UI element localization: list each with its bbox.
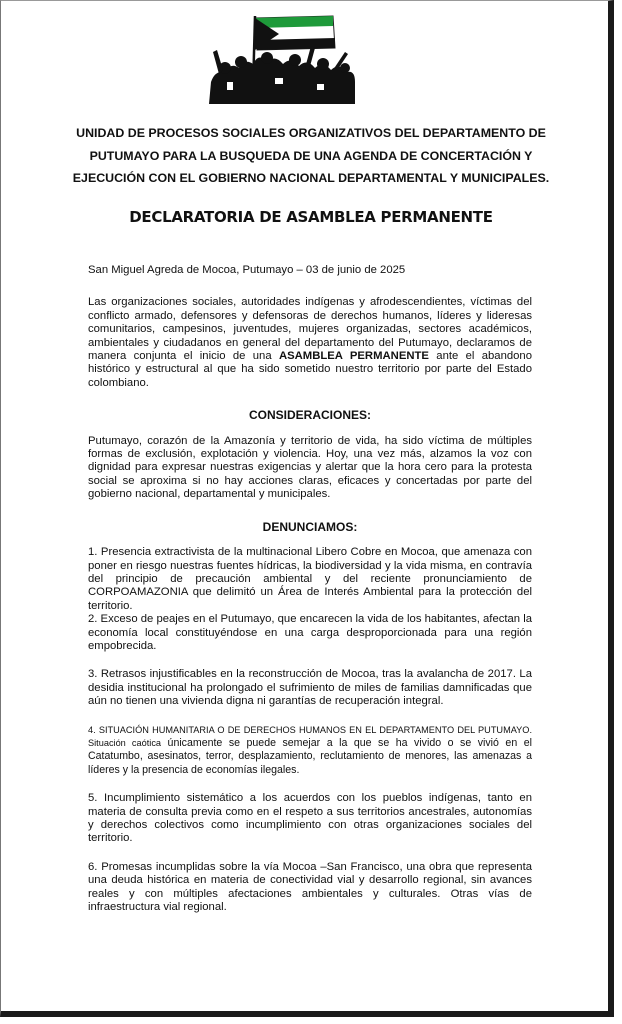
- complaint-item-3: 3. Retrasos injustificables en la reconstrucción de Mocoa, tras la avalancha de 2017. La desidia institucional ha prolongado el sufrimiento de miles de familias damnificadas que aún no tienen una vivienda digna ni garantías de recuperación integral.: [88, 668, 532, 708]
- complaint-item-1: 1. Presencia extractivista de la multinacional Libero Cobre en Mocoa, que amenaza con poner en riesgo nuestras fuentes hídricas, la biodiversidad y la vida misma, en contravía del principio de precaución ambiental y del reciente pronunciamiento de CORPOAMAZONIA que delimitó un Área de Interés Ambiental para la protección del territorio.: [88, 546, 532, 612]
- complaint-item-2: 2. Exceso de peajes en el Putumayo, que encarecen la vida de los habitantes, afectan la economía local constituyéndose en una carga desproporcionada para una región empobrecida.: [88, 613, 533, 652]
- intro-paragraph: [88, 296, 532, 390]
- intro-text-end: ante el abandono histórico y estructural al que ha sido sometido nuestro territorio por parte del Estado colombiano.: [88, 350, 532, 389]
- complaint-item-4-lead: 4. SITUACIÓN HUMANITARIA O DE DERECHOS HUMANOS EN EL DEPARTAMENTO DEL PUTUMAYO.: [88, 724, 532, 735]
- date-line: San Miguel Agreda de Mocoa, Putumayo – 03 de junio de 2025: [88, 264, 406, 276]
- considerations-heading: CONSIDERACIONES:: [248, 408, 371, 423]
- complaints-heading: DENUNCIAMOS:: [262, 519, 358, 534]
- intro-emphasis: ASAMBLEA PERMANENTE: [278, 350, 429, 363]
- complaint-item-4-small: Situación caótica: [88, 737, 162, 748]
- considerations-paragraph: Putumayo, corazón de la Amazonía y territorio de vida, ha sido víctima de múltiples formas de exclusión, explotación y violencia. Hoy, una vez más, alzamos la voz con dignidad para expresar nuestras exigencias y alertar que la hora cero para la protesta social se aproxima si no hay acciones claras, eficaces y concertadas por parte del gobierno nacional, departamental y municipales.: [88, 434, 532, 501]
- protest-flag-logo: [205, 12, 357, 104]
- intro-text-start: Las organizaciones sociales, autoridades indígenas y afrodescendientes, víctimas del conflicto armado, defensores y defensoras de derechos humanos, líderes y lideresas comunitarios, campesinos, juventudes, mujeres organizadas, sectores académicos, ambientales y ciudadanos en general del departamento del Putumayo, declaramos de manera conjunta el inicio de una: [88, 296, 532, 363]
- document-subtitle: DECLARATORIA DE ASAMBLEA PERMANENTE: [129, 208, 493, 226]
- complaint-item-6: 6. Promesas incumplidas sobre la vía Mocoa –San Francisco, una obra que representa una deuda histórica en materia de conectividad vial y desarrollo regional, sin avances reales y con múltiples afectaciones ambientales y culturales. Otras vías de infraestructura vial regional.: [88, 860, 532, 914]
- complaint-item-4: [88, 724, 532, 778]
- document-body: [88, 264, 532, 929]
- complaint-item-4-rest: únicamente se puede semejar a la que se ha vivido o se vivió en el Catatumbo, asesinatos, terror, desplazamiento, reclutamiento de menores, las amenazas a líderes y la presencia de economías ilegales.: [88, 736, 532, 776]
- document-title: UNIDAD DE PROCESOS SOCIALES ORGANIZATIVOS DEL DEPARTAMENTO DE PUTUMAYO PARA LA BUSQUEDA DE UNA AGENDA DE CONCERTACIÓN Y EJECUCIÓN CON EL GOBIERNO NACIONAL DEPARTAMENTAL Y MUNICIPALES.: [72, 126, 550, 185]
- complaint-item-5: 5. Incumplimiento sistemático a los acuerdos con los pueblos indígenas, tanto en materia de consulta previa como en el respeto a sus territorios ancestrales, autonomías y derechos colectivos como incumplimiento con otras organizaciones sociales del territorio.: [88, 792, 532, 845]
